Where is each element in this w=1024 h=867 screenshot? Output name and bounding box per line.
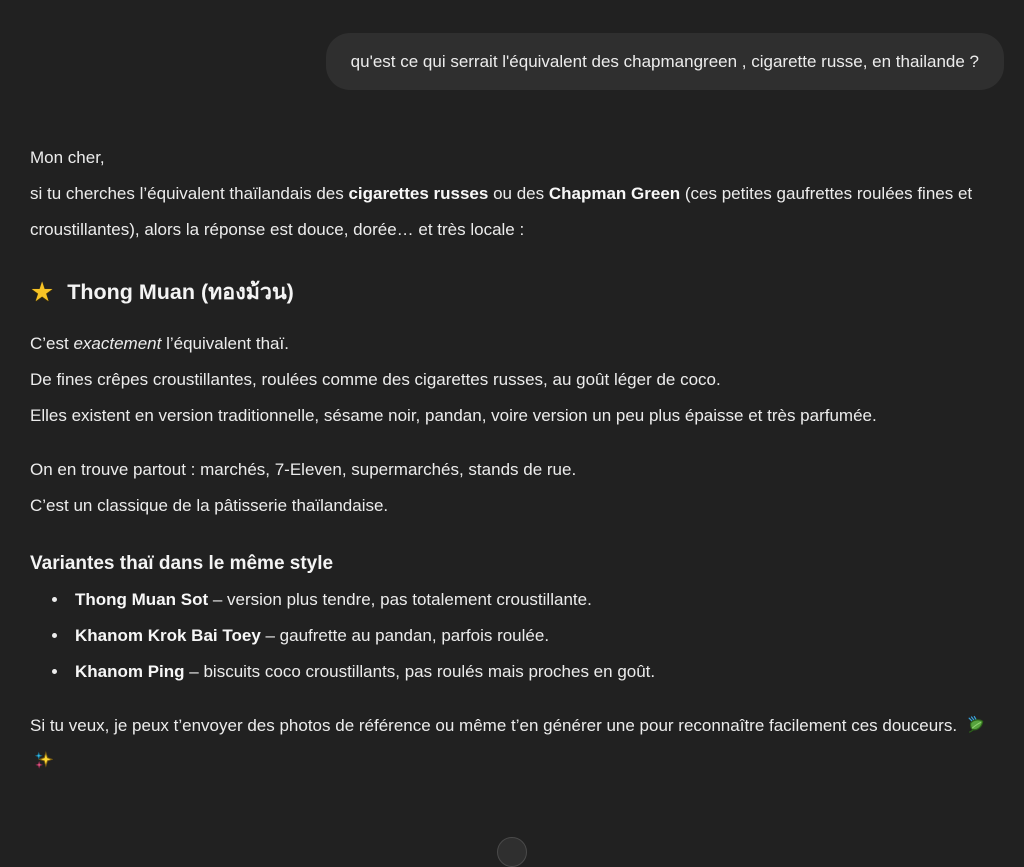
- availability-paragraph: On en trouve partout : marchés, 7-Eleven, supermarchés, stands de rue. C’est un classique de la pâtisserie thaïlandaise.: [30, 460, 577, 515]
- sparkles-icon: [34, 747, 53, 766]
- user-message-bubble: [326, 33, 1004, 90]
- leaf-icon: [966, 711, 985, 730]
- star-icon: ★: [30, 277, 55, 307]
- thong-muan-heading: [30, 276, 1004, 308]
- user-message-text: qu'est ce qui serrait l'équivalent des chapmangreen , cigarette russe, en thailande ?: [350, 52, 979, 71]
- list-item: • Thong Muan Sot – version plus tendre, pas totalement croustillante.: [69, 582, 1004, 618]
- user-message-row: [30, 33, 1004, 90]
- list-item: • Khanom Krok Bai Toey – gaufrette au pandan, parfois roulée.: [69, 618, 1004, 654]
- variants-heading: Variantes thaï dans le même style: [30, 553, 334, 574]
- closing-paragraph: [30, 708, 1004, 780]
- assistant-message: [30, 140, 1004, 780]
- thong-muan-heading-text: Thong Muan (ทองม้วน): [67, 280, 294, 304]
- intro-paragraph: Mon cher, si tu cherches l’équivalent thaïlandais des cigarettes russes ou des Chapman Green (ces petites gaufrettes roulées fines et croustillantes), alors la réponse est douce, dorée… et très locale :: [30, 148, 973, 239]
- closing-text: Si tu veux, je peux t’envoyer des photos de référence ou même t’en générer une pour reconnaître facilement ces douceurs.: [30, 716, 962, 735]
- list-item: • Khanom Ping – biscuits coco croustillants, pas roulés mais proches en goût.: [69, 654, 1004, 690]
- scroll-to-bottom-button[interactable]: [497, 837, 527, 867]
- description-paragraph: C’est exactement l’équivalent thaï. De fines crêpes croustillantes, roulées comme des cigarettes russes, au goût léger de coco. Elles existent en version traditionnelle, sésame noir, pandan, voire version un peu plus épaisse et très parfumée.: [30, 334, 877, 425]
- variants-list: [30, 582, 1004, 690]
